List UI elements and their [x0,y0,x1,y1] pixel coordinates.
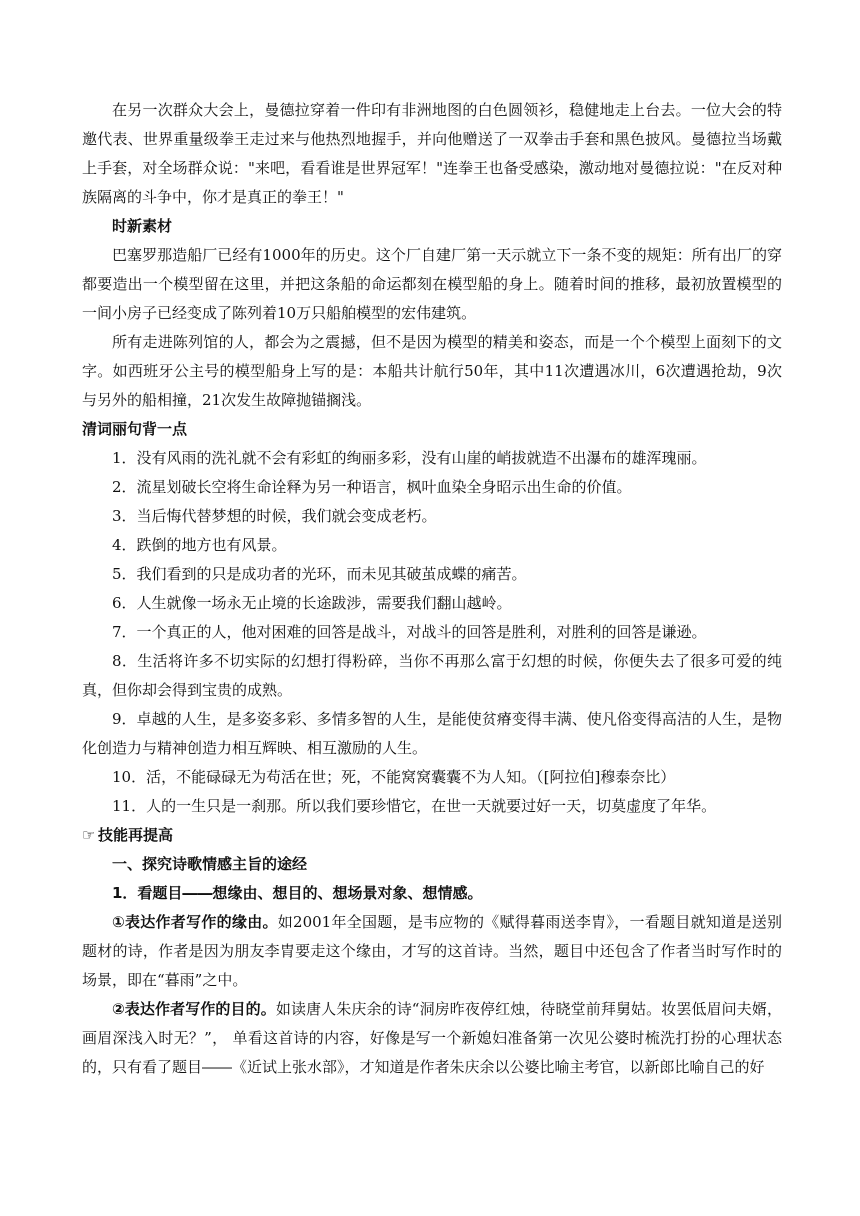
document-page [82,96,782,1082]
quote-item-6: 6．人生就像一场永无止境的长途跋涉，需要我们翻山越岭。 [112,594,512,612]
story-paragraph: 在另一次群众大会上，曼德拉穿着一件印有非洲地图的白色圆领衫，稳健地走上台去。一位大会的特邀代表、世界重量级拳王走过来与他热烈地握手，并向他赠送了一双拳击手套和黑色披风。曼德拉当场戴上手套，对全场群众说："来吧，看看谁是世界冠军！"连拳王也备受感染，激动地对曼德拉说："在反对种族隔离的斗争中，你才是真正的拳王！" [82,101,782,206]
skills-circle-1 [82,908,782,995]
quote-item-11: 11．人的一生只是一刹那。所以我们要珍惜它，在世一天就要过好一天，切莫虚度了年华。 [112,797,717,815]
quote-item-2: 2．流星划破长空将生命诠释为另一种语言，枫叶血染全身昭示出生命的价值。 [112,478,632,496]
skills-subheading: 一、探究诗歌情感主旨的途经 [112,855,308,873]
quotes-heading: 清词丽句背一点 [82,420,188,438]
skills-heading: 技能再提高 [98,826,174,844]
circle-1-text: 如2001年全国题，是韦应物的《赋得暮雨送李胄》，一看题目就知道是送别题材的诗，作者是因为朋友李胄要走这个缘由，才写的这首诗。当然，题目中还包含了作者当时写作时的场景，即在“暮雨”之中。 [82,913,782,989]
skills-circle-2 [82,995,782,1082]
quote-item-1: 1．没有风雨的洗礼就不会有彩虹的绚丽多彩，没有山崖的峭拔就造不出瀑布的雄浑瑰丽。 [112,449,707,467]
skills-point-1: 1．看题目――想缘由、想目的、想场景对象、想情感。 [112,884,483,902]
quote-item-5: 5．我们看到的只是成功者的光环，而未见其破茧成蝶的痛苦。 [112,565,527,583]
circle-2-bold: ②表达作者写作的目的。 [112,1000,276,1018]
quote-item-8: 8．生活将许多不切实际的幻想打得粉碎，当你不再那么富于幻想的时候，你便失去了很多可爱的纯真，但你却会得到宝贵的成熟。 [82,652,782,699]
quote-item-4: 4．跌倒的地方也有风景。 [112,536,287,554]
fresh-material-paragraph-2: 所有走进陈列馆的人，都会为之震撼，但不是因为模型的精美和姿态，而是一个个模型上面刻下的文字。如西班牙公主号的模型船身上写的是：本船共计航行50年，其中11次遭遇冰川，6次遭遇抢劫，9次与另外的船相撞，21次发生故障抛锚搁浅。 [82,333,782,409]
pointing-hand-icon: ☞ [82,826,96,844]
skills-heading-line [82,821,782,850]
circle-1-bold: ①表达作者写作的缘由。 [112,913,278,931]
fresh-material-paragraph-1: 巴塞罗那造船厂已经有1000年的历史。这个厂自建厂第一天示就立下一条不变的规矩：所有出厂的穿都要造出一个模型留在这里，并把这条船的命运都刻在模型船的身上。随着时间的推移，最初放置模型的一间小房子已经变成了陈列着10万只船舶模型的宏伟建筑。 [82,246,782,322]
quote-item-10: 10．活，不能碌碌无为苟活在世；死，不能窝窝囊囊不为人知。（[阿拉伯]穆泰奈比） [112,768,676,786]
fresh-material-heading: 时新素材 [112,217,173,235]
quote-item-9: 9．卓越的人生，是多姿多彩、多情多智的人生，是能使贫瘠变得丰满、使凡俗变得高洁的人生，是物化创造力与精神创造力相互辉映、相互激励的人生。 [82,710,782,757]
quote-item-7: 7．一个真正的人，他对困难的回答是战斗，对战斗的回答是胜利，对胜利的回答是谦逊。 [112,623,707,641]
circle-2-text: 如读唐人朱庆余的诗“洞房昨夜停红烛，待晓堂前拜舅姑。妆罢低眉问夫婿，画眉深浅入时无？”， 单看这首诗的内容，好像是写一个新媳妇准备第一次见公婆时梳洗打扮的心理状态的，只有看了题目――《近试上张水部》，才知道是作者朱庆余以公婆比喻主考官，以新郎比喻自己的好 [82,1000,782,1076]
quote-item-3: 3．当后悔代替梦想的时候，我们就会变成老朽。 [112,507,437,525]
